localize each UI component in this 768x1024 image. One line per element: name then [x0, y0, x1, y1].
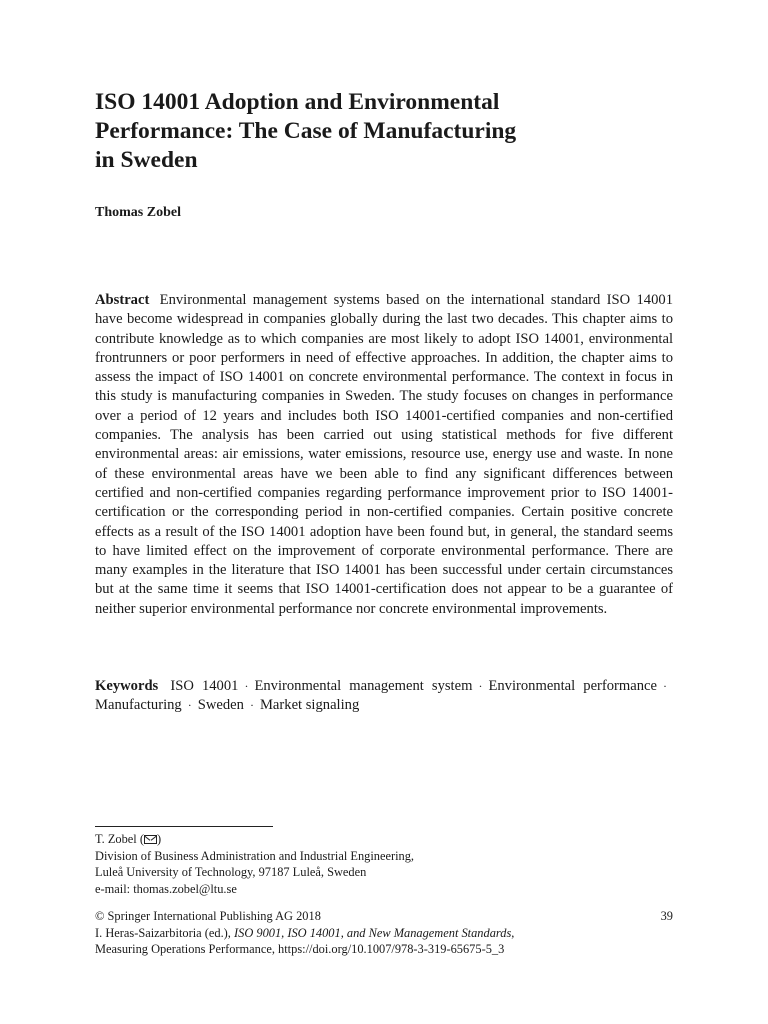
title-line: ISO 14001 Adoption and Environmental — [95, 89, 500, 115]
keyword: ISO 14001 — [170, 678, 239, 694]
abstract-label: Abstract — [95, 292, 150, 308]
footnote-author-line: T. Zobel ( ) — [95, 832, 162, 846]
keyword-separator: · — [478, 679, 483, 693]
envelope-icon — [144, 835, 157, 844]
abstract — [95, 291, 673, 619]
keyword: Environmental management system — [254, 678, 473, 694]
book-title: ISO 9001, ISO 14001, and New Management Standards — [234, 925, 512, 940]
keyword: Environmental performance — [488, 678, 658, 694]
series-doi-line: Measuring Operations Performance, https://doi.org/10.1007/978-3-319-65675-5_3 — [95, 942, 505, 957]
keyword-separator: · — [663, 679, 668, 693]
footnote-divider — [95, 826, 273, 827]
author-email[interactable]: e-mail: thomas.zobel@ltu.se — [95, 881, 237, 896]
book-editor: I. Heras-Saizarbitoria (ed.), — [95, 925, 231, 940]
affiliation-line: Division of Business Administration and Industrial Engineering, — [95, 848, 415, 863]
title-line: in Sweden — [95, 147, 198, 173]
keyword-separator: · — [187, 698, 192, 713]
keywords-label: Keywords — [95, 678, 159, 694]
keyword-separator: · — [244, 679, 249, 693]
page-number: 39 — [660, 909, 673, 923]
book-citation-line: I. Heras-Saizarbitoria (ed.), ISO 9001, ISO 14001, and New Management Standards, — [95, 925, 515, 940]
keyword: Market signaling — [259, 697, 360, 714]
keyword-separator: · — [249, 698, 254, 713]
title-line: Performance: The Case of Manufacturing — [95, 118, 517, 144]
paper-title — [95, 88, 675, 175]
keyword: Manufacturing — [95, 697, 182, 714]
abstract-text: Environmental management systems based on the international standard ISO 14001 have become widespread in companies globally during the last two decades. This chapter aims to contribute knowledge as to which companies are most likely to adopt ISO 14001, environmental frontrunners or poor performers in need of effective approaches. In addition, the chapter aims to assess the impact of ISO 14001 on concrete environmental performance. The context in focus in this study is manufacturing companies in Sweden. The study focuses on changes in performance over a period of 12 years and includes both ISO 14001-certified companies and non-certified companies. The analysis has been carried out using statistical methods for five different environmental areas: air emissions, water emissions, resource use, energy use and waste. In none of these environmental areas have we been able to find any significant differences between certified and non-certified companies regarding performance improvement prior to ISO 14001-certification or the corresponding period in non-certified companies. Certain positive concrete effects as a result of the ISO 14001 adoption have been found but, in general, the standard seems to have limited effect on the improvement of corporate environmental performance. There are many examples in the literature that ISO 14001 has been successful under certain circumstances but at the same time it seems that ISO 14001-certification does not appear to be a guarantee of neither superior environmental performance nor concrete environmental improvements. — [95, 292, 673, 617]
keyword: Sweden — [197, 697, 244, 714]
affiliation-line: Luleå University of Technology, 97187 Luleå, Sweden — [95, 865, 367, 880]
keywords — [95, 677, 673, 716]
footnote-author-name: T. Zobel — [95, 832, 137, 846]
copyright-line: © Springer International Publishing AG 2018 — [95, 909, 321, 923]
copyright-block — [95, 908, 673, 958]
author-name: Thomas Zobel — [95, 205, 181, 220]
author-footnote — [95, 831, 495, 897]
